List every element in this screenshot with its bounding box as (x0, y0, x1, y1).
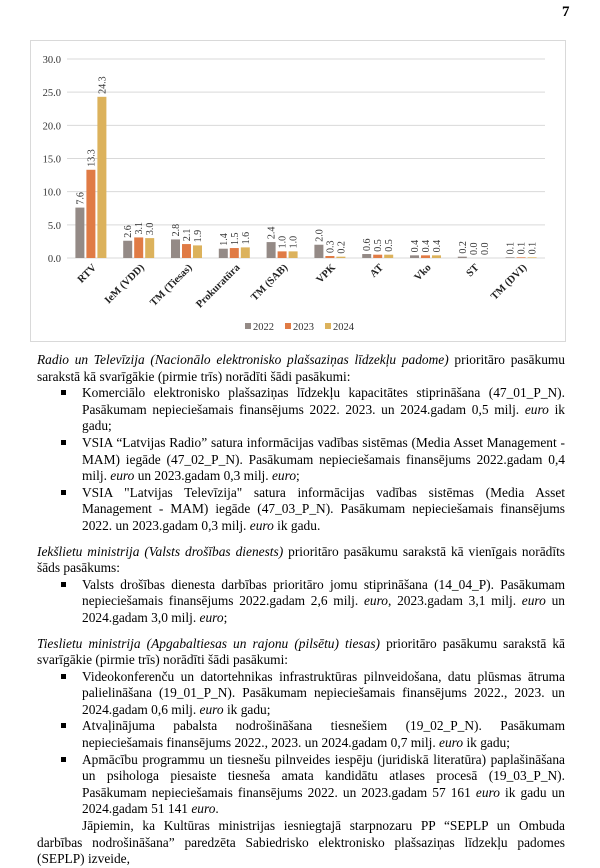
data-label: 1.0 (277, 235, 289, 249)
bar-2023 (517, 257, 526, 258)
data-label: 1.6 (240, 231, 252, 245)
bar-2023 (325, 256, 334, 258)
data-label: 7.6 (75, 192, 87, 205)
data-label: 0.3 (325, 240, 337, 254)
x-category-label: TM (Tiesas) (148, 262, 195, 309)
y-tick-label: 25.0 (42, 88, 61, 100)
bar-2022 (458, 257, 467, 258)
bar-2023 (421, 255, 430, 258)
data-label: 0.4 (432, 239, 443, 253)
bullet-list (37, 385, 565, 534)
text-segment: ; (296, 468, 300, 484)
text-segment: ik gadu. (273, 517, 321, 533)
bar-2024 (289, 251, 298, 258)
data-label: 0.0 (468, 242, 480, 255)
page-number: 7 (562, 4, 570, 20)
bar-2024 (97, 97, 106, 258)
text-segment: Valsts drošības dienesta darbības prioritāro jomu stiprināšana (14_04_P). Pasākumam nepieciešamais finansējums 2022.gadam 2,6 milj. (82, 576, 565, 609)
bar-2022 (123, 241, 132, 258)
list-item (37, 385, 565, 435)
data-label: 0.2 (336, 241, 348, 254)
paragraph (37, 544, 565, 577)
y-tick-label: 5.0 (47, 220, 61, 232)
list-item (37, 485, 565, 535)
x-category-label: Vko (412, 262, 434, 284)
bar-2022 (267, 242, 276, 258)
italic-text: Iekšlietu ministrija (Valsts drošības dienests) (37, 543, 284, 559)
data-label: 0.5 (373, 239, 385, 252)
data-label: 24.3 (97, 76, 109, 94)
data-label: 0.2 (457, 241, 469, 254)
bullet-list (37, 669, 565, 818)
italic-text: euro (524, 401, 549, 417)
data-label: 0.4 (421, 239, 432, 253)
text-segment: , 2023.gadam 3,1 milj. (388, 593, 522, 609)
chart-svg (31, 41, 567, 343)
bar-2023 (86, 170, 95, 258)
x-category-label: ST (464, 262, 482, 280)
bar-2022 (410, 255, 419, 258)
document-body (37, 352, 565, 868)
data-label: 13.3 (86, 149, 98, 167)
list-item (37, 752, 565, 818)
legend-label: 2024 (333, 322, 354, 333)
data-label: 0.5 (384, 239, 396, 252)
bar-2023 (182, 244, 191, 258)
italic-text: euro (199, 701, 224, 717)
bar-chart (30, 40, 566, 342)
italic-text: euro (521, 593, 546, 609)
text-segment: Apmācību programmu un tiesnešu pilnveides iespēju (juridiskā literatūra) paplašināšana un psihologa piesaiste tiesneša amata kandidātu atlases procesā (19_03_P_N). Pasākumam nepieciešamais finansējums 2022. un 2023.gadam 57 161 (82, 751, 565, 800)
italic-text: Tieslietu ministrija (Apgabaltiesas un rajonu (pilsētu) tiesas) (37, 635, 381, 651)
paragraph (37, 818, 565, 868)
y-tick-label: 0.0 (47, 254, 61, 265)
italic-text: euro (191, 801, 216, 817)
data-label: 0.1 (505, 241, 517, 255)
y-tick-label: 20.0 (42, 121, 61, 133)
legend-label: 2022 (253, 322, 274, 333)
x-category-label: TM (DVI) (489, 262, 530, 303)
bar-2023 (373, 255, 382, 258)
legend-swatch (285, 323, 291, 329)
paragraph (37, 636, 565, 669)
bar-2022 (362, 254, 371, 258)
data-label: 0.4 (410, 239, 421, 253)
data-label: 3.0 (145, 222, 157, 236)
bar-2022 (171, 239, 180, 258)
data-label: 0.0 (479, 242, 491, 255)
bar-2023 (230, 248, 239, 258)
text-segment: Atvaļinājuma pabalsta nodrošināšana tiesnešiem (19_02_P_N). Pasākumam nepieciešamais finansējums 2022., 2023. un 2024.gadam 0,7 milj. (82, 718, 565, 751)
italic-text: euro (439, 735, 464, 751)
text-segment: ik gadu; (463, 735, 510, 751)
x-category-label: IeM (VDD) (102, 262, 147, 307)
data-label: 0.1 (516, 241, 528, 255)
text-segment: VSIA “Latvijas Radio” satura informācijas vadības sistēmas (Media Asset Management - MAM) iegāde (47_02_P_N). Pasākumam nepieciešamais finansējums 2022.gadam 0,4 milj. (82, 434, 565, 484)
italic-text: euro (363, 593, 388, 609)
text-segment: ik gadu; (82, 401, 565, 434)
italic-text: euro (271, 468, 297, 484)
text-segment: ; (223, 609, 228, 625)
data-label: 0.1 (527, 241, 539, 255)
y-tick-label: 30.0 (42, 55, 61, 66)
text-segment: un 2023.gadam 0,3 milj. (134, 468, 272, 484)
bullet-list (37, 577, 565, 627)
bar-2022 (219, 249, 228, 258)
x-category-label: Prokuratūra (194, 262, 243, 311)
text-segment: ik gadu; (223, 701, 271, 717)
y-tick-label: 15.0 (42, 154, 61, 166)
data-label: 2.8 (171, 223, 182, 237)
text-segment: VSIA "Latvijas Televīzija" satura informācijas vadības sistēmas (Media Asset Management - MAM) iegāde (47_03_P_N). Pasākumam nepieciešamais finansējums 2022. un 2023.gadam 0,3 milj. (82, 484, 565, 533)
italic-text: euro (110, 468, 135, 484)
data-label: 1.5 (229, 232, 241, 246)
text-segment: Jāpiemin, ka Kultūras ministrijas iesniegtajā starpnozaru PP “SEPLP un Ombuda darbības nodrošināšana” paredzēta Sabiedrisko elektronisko plašsaziņas līdzekļu padomes (SEPLP) izveide, (37, 818, 565, 867)
text-segment: prioritāro pasākumu sarakstā kā vienīgais norādīts šāds pasākums: (37, 543, 565, 576)
bar-2024 (145, 238, 154, 258)
data-label: 2.6 (123, 225, 135, 238)
x-category-label: RTV (75, 262, 100, 286)
bar-2023 (278, 251, 287, 258)
bar-2024 (193, 245, 202, 258)
legend-swatch (245, 323, 251, 329)
data-label: 1.0 (288, 235, 300, 249)
bar-2022 (506, 257, 515, 258)
bar-2023 (134, 237, 143, 258)
x-category-label: VPK (314, 262, 339, 286)
data-label: 1.4 (218, 233, 230, 246)
text-segment: ik gadu un 2024.gadam 51 141 (82, 784, 565, 817)
bar-2024 (384, 255, 393, 258)
y-tick-label: 10.0 (42, 187, 61, 199)
list-item (37, 577, 565, 627)
text-segment: Videokonferenču un datortehnikas infrastruktūras pilnveidošana, datu plūsmas ātruma palielināšana (19_01_P_N). Pasākumam nepieciešamais finansējums 2022., 2023. un 2024.gadam 0,6 milj. (82, 668, 565, 717)
text-segment: . (215, 801, 219, 817)
legend-label: 2023 (293, 322, 314, 333)
bar-2022 (75, 208, 84, 258)
bar-2024 (528, 257, 537, 258)
legend-swatch (325, 323, 331, 329)
data-label: 2.1 (182, 228, 193, 242)
data-label: 0.6 (362, 238, 374, 252)
bar-2022 (314, 245, 323, 258)
list-item (37, 718, 565, 751)
x-category-label: TM (SAB) (249, 262, 291, 304)
bar-2024 (336, 257, 345, 258)
italic-text: euro (249, 517, 274, 533)
text-segment: Komerciālo elektronisko plašsaziņas līdzekļu kapacitātes stiprināšana (47_01_P_N). Pasākumam nepieciešamais finansējums 2022. 2023. un 2024.gadam 0,5 milj. (82, 385, 565, 417)
data-label: 3.1 (134, 221, 146, 235)
italic-text: Radio un Televīzija (Nacionālo elektronisko plašsaziņas līdzekļu padome) (37, 352, 449, 367)
text-segment: un 2024.gadam 3,0 milj. (82, 593, 565, 625)
list-item (37, 669, 565, 719)
list-item (37, 435, 565, 485)
x-category-label: AT (368, 262, 386, 280)
italic-text: euro (475, 784, 500, 800)
data-label: 2.0 (314, 229, 326, 242)
text-segment: prioritāro pasākumu sarakstā kā svarīgākie (pirmie trīs) norādīti šādi pasākumi: (37, 635, 565, 668)
paragraph (37, 352, 565, 385)
data-label: 2.4 (266, 226, 278, 240)
data-label: 1.9 (193, 229, 204, 243)
italic-text: euro (199, 609, 224, 625)
bar-2024 (432, 255, 441, 258)
bar-2024 (241, 247, 250, 258)
text-segment: prioritāro pasākumu sarakstā kā svarīgākie (pirmie trīs) norādīti šādi pasākumi: (37, 352, 566, 384)
